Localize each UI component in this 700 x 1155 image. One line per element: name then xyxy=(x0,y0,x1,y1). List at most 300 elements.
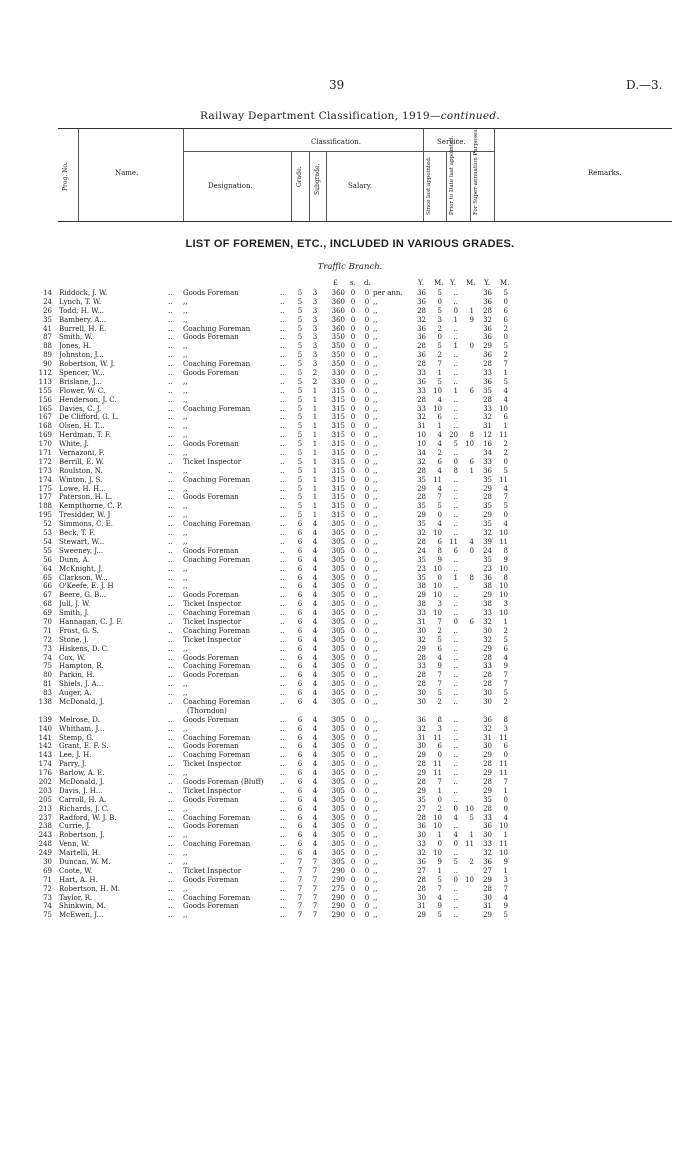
cell-designation: Coaching Foreman xyxy=(183,404,251,413)
cell-since-months: 10 xyxy=(433,564,442,573)
cell-super-months: 10 xyxy=(499,529,508,538)
cell-designation: Coaching Foreman xyxy=(183,893,251,902)
cell-since-years: 29 xyxy=(417,769,426,778)
cell-subgrade: 4 xyxy=(312,813,318,822)
cell-pence: 0 xyxy=(364,662,370,671)
cell-since-months: 0 xyxy=(437,795,442,804)
leader-dots: .. xyxy=(168,769,173,778)
cell-since-years: 28 xyxy=(417,306,426,315)
cell-super-years: 36 xyxy=(483,466,492,475)
cell-prog-no: 113 xyxy=(38,377,52,386)
cell-designation: ,, xyxy=(183,911,188,920)
cell-grade: 6 xyxy=(297,804,303,813)
cell-period: ,, xyxy=(373,333,378,342)
table-row xyxy=(0,396,700,405)
cell-designation: Goods Foreman xyxy=(183,333,239,342)
cell-prior-years: .. xyxy=(453,911,458,920)
cell-prog-no: 138 xyxy=(38,697,52,706)
cell-period: ,, xyxy=(373,404,378,413)
cell-salary: 305 xyxy=(331,537,345,546)
cell-since-years: 35 xyxy=(417,795,426,804)
cell-since-years: 31 xyxy=(417,422,426,431)
leader-dots: .. xyxy=(280,644,285,653)
cell-super-years: 32 xyxy=(483,413,492,422)
cell-grade: 6 xyxy=(297,831,303,840)
cell-since-months: 2 xyxy=(437,449,442,458)
cell-period: ,, xyxy=(373,369,378,378)
leader-dots: .. xyxy=(168,306,173,315)
cell-salary: 305 xyxy=(331,822,345,831)
leader-dots: .. xyxy=(168,804,173,813)
cell-prog-no: 35 xyxy=(43,315,52,324)
cell-since-years: 28 xyxy=(417,875,426,884)
cell-shillings: 0 xyxy=(350,724,356,733)
cell-period: ,, xyxy=(373,449,378,458)
cell-shillings: 0 xyxy=(350,351,356,360)
cell-prior-months: 10 xyxy=(465,440,474,449)
leader-dots: .. xyxy=(280,591,285,600)
cell-pence: 0 xyxy=(364,849,370,858)
cell-grade: 6 xyxy=(297,813,303,822)
cell-shillings: 0 xyxy=(350,555,356,564)
leader-dots: .. xyxy=(280,306,285,315)
cell-shillings: 0 xyxy=(350,600,356,609)
cell-prior-months: 0 xyxy=(469,546,474,555)
cell-prog-no: 168 xyxy=(38,422,52,431)
table-row xyxy=(0,600,700,609)
cell-name: Currie, J. xyxy=(59,822,91,831)
cell-designation: Goods Foreman xyxy=(183,742,239,751)
table-row xyxy=(0,725,700,734)
cell-prior-months: 6 xyxy=(469,457,474,466)
cell-pence: 0 xyxy=(364,395,370,404)
unit-pound: £ xyxy=(333,279,338,287)
cell-super-years: 38 xyxy=(483,582,492,591)
cell-super-months: 7 xyxy=(503,778,508,786)
cell-name: Jull, J. W. xyxy=(59,600,91,609)
cell-pence: 0 xyxy=(364,333,370,342)
cell-prior-years: .. xyxy=(453,671,458,680)
table-row xyxy=(0,689,700,698)
cell-since-months: 9 xyxy=(437,858,442,867)
cell-prior-years: .. xyxy=(453,626,458,635)
cell-prior-years: 0 xyxy=(453,617,458,626)
cell-prior-months: 10 xyxy=(465,875,474,884)
cell-pence: 0 xyxy=(364,671,370,680)
cell-salary: 305 xyxy=(331,786,345,795)
cell-period: ,, xyxy=(373,555,378,564)
cell-since-months: 2 xyxy=(437,626,442,635)
cell-salary: 305 xyxy=(331,778,345,786)
cell-period: ,, xyxy=(373,724,378,733)
cell-pence: 0 xyxy=(364,511,370,520)
cell-salary: 315 xyxy=(331,449,345,458)
cell-since-years: 32 xyxy=(417,315,426,324)
cell-subgrade: 1 xyxy=(312,502,318,511)
cell-prog-no: 156 xyxy=(38,395,52,404)
cell-prog-no: 83 xyxy=(43,689,52,698)
cell-designation: Coaching Foreman xyxy=(183,324,251,333)
cell-salary: 315 xyxy=(331,457,345,466)
cell-since-years: 35 xyxy=(417,475,426,484)
cell-designation: Ticket Inspector xyxy=(183,600,242,609)
cell-salary: 305 xyxy=(331,680,345,689)
cell-period: ,, xyxy=(373,866,378,875)
cell-super-months: 5 xyxy=(503,342,508,351)
cell-since-years: 28 xyxy=(417,466,426,475)
cell-since-years: 36 xyxy=(417,351,426,360)
cell-name: Todd, H. W... xyxy=(59,306,104,315)
cell-name: Sweeney, J... xyxy=(59,546,104,555)
cell-prior-years: .. xyxy=(453,697,458,706)
cell-period: ,, xyxy=(373,431,378,440)
table-row xyxy=(0,422,700,431)
cell-designation: Goods Foreman xyxy=(183,591,239,600)
cell-name: Jones, H. xyxy=(59,342,92,351)
cell-subgrade: 4 xyxy=(312,609,318,618)
cell-pence: 0 xyxy=(364,760,370,769)
cell-since-months: 5 xyxy=(437,377,442,386)
cell-super-years: 35 xyxy=(483,386,492,395)
leader-dots: .. xyxy=(168,795,173,804)
cell-period: ,, xyxy=(373,786,378,795)
table-row xyxy=(0,885,700,894)
cell-since-months: 5 xyxy=(437,502,442,511)
cell-pence: 0 xyxy=(364,289,370,297)
leader-dots: .. xyxy=(280,804,285,813)
cell-prog-no: 81 xyxy=(43,680,52,689)
cell-period: ,, xyxy=(373,902,378,911)
cell-since-years: 33 xyxy=(417,386,426,395)
cell-pence: 0 xyxy=(364,449,370,458)
cell-grade: 6 xyxy=(297,555,303,564)
cell-prog-no: 73 xyxy=(43,893,52,902)
cell-pence: 0 xyxy=(364,831,370,840)
cell-prog-no: 80 xyxy=(43,671,52,680)
cell-name: Flower, W. C. xyxy=(59,386,106,395)
cell-since-years: 28 xyxy=(417,671,426,680)
leader-dots: .. xyxy=(280,457,285,466)
cell-shillings: 0 xyxy=(350,422,356,431)
cell-super-months: 0 xyxy=(503,511,508,520)
table-row xyxy=(0,298,700,307)
cell-name: Clarkson, W... xyxy=(59,573,108,582)
cell-super-years: 27 xyxy=(483,866,492,875)
table-row xyxy=(0,485,700,494)
cell-since-years: 36 xyxy=(417,324,426,333)
cell-grade: 5 xyxy=(297,386,303,395)
cell-shillings: 0 xyxy=(350,689,356,698)
cell-pence: 0 xyxy=(364,297,370,306)
cell-since-months: 2 xyxy=(437,324,442,333)
unit-months-1: M. xyxy=(434,279,444,287)
cell-shillings: 0 xyxy=(350,297,356,306)
cell-since-years: 32 xyxy=(417,529,426,538)
leader-dots: .. xyxy=(280,413,285,422)
cell-super-months: 0 xyxy=(503,333,508,342)
cell-period: ,, xyxy=(373,680,378,689)
cell-period: ,, xyxy=(373,626,378,635)
cell-period: ,, xyxy=(373,315,378,324)
cell-super-months: 5 xyxy=(503,289,508,297)
cell-since-months: 0 xyxy=(437,840,442,849)
table-row xyxy=(0,342,700,351)
leader-dots: .. xyxy=(168,831,173,840)
cell-since-years: 27 xyxy=(417,866,426,875)
cell-subgrade: 4 xyxy=(312,769,318,778)
table-row xyxy=(0,565,700,574)
cell-salary: 305 xyxy=(331,626,345,635)
cell-grade: 5 xyxy=(297,511,303,520)
cell-salary: 350 xyxy=(331,342,345,351)
cell-period: ,, xyxy=(373,413,378,422)
leader-dots: .. xyxy=(280,351,285,360)
cell-designation: Goods Foreman xyxy=(183,671,239,680)
cell-pence: 0 xyxy=(364,804,370,813)
cell-super-months: 11 xyxy=(499,840,508,849)
cell-super-years: 28 xyxy=(483,306,492,315)
cell-prog-no: 143 xyxy=(38,751,52,760)
cell-shillings: 0 xyxy=(350,306,356,315)
cell-super-months: 1 xyxy=(503,617,508,626)
cell-super-years: 28 xyxy=(483,778,492,786)
cell-pence: 0 xyxy=(364,813,370,822)
cell-prog-no: 188 xyxy=(38,502,52,511)
cell-name: Lynch, T. W. xyxy=(59,297,102,306)
cell-prog-no: 205 xyxy=(38,795,52,804)
cell-period: ,, xyxy=(373,697,378,706)
cell-name: O'Keefe, E. J. H xyxy=(59,582,114,591)
cell-salary: 305 xyxy=(331,760,345,769)
cell-prior-years: .. xyxy=(453,689,458,698)
leader-dots: .. xyxy=(280,422,285,431)
cell-shillings: 0 xyxy=(350,413,356,422)
cell-super-years: 33 xyxy=(483,369,492,378)
cell-prog-no: 175 xyxy=(38,484,52,493)
cell-prog-no: 71 xyxy=(43,626,52,635)
cell-since-years: 28 xyxy=(417,342,426,351)
cell-super-months: 11 xyxy=(499,475,508,484)
cell-name: Lee, J. H. xyxy=(59,751,92,760)
cell-prior-years: .. xyxy=(453,475,458,484)
unit-months-3: M. xyxy=(500,279,510,287)
cell-name: Riddock, J. W. xyxy=(59,289,108,297)
table-row xyxy=(0,778,700,787)
cell-subgrade: 4 xyxy=(312,715,318,724)
cell-shillings: 0 xyxy=(350,404,356,413)
cell-super-months: 4 xyxy=(503,520,508,529)
cell-since-years: 28 xyxy=(417,884,426,893)
cell-period: ,, xyxy=(373,769,378,778)
cell-since-months: 9 xyxy=(437,555,442,564)
cell-salary: 315 xyxy=(331,484,345,493)
leader-dots: .. xyxy=(280,609,285,618)
cell-since-months: 1 xyxy=(437,422,442,431)
cell-since-months: 1 xyxy=(437,369,442,378)
leader-dots: .. xyxy=(168,520,173,529)
cell-salary: 305 xyxy=(331,591,345,600)
cell-shillings: 0 xyxy=(350,564,356,573)
cell-since-years: 29 xyxy=(417,591,426,600)
cell-subgrade: 4 xyxy=(312,778,318,786)
cell-pence: 0 xyxy=(364,680,370,689)
cell-super-months: 9 xyxy=(503,555,508,564)
cell-grade: 6 xyxy=(297,520,303,529)
cell-name: Beck, T. F. xyxy=(59,529,95,538)
cell-name: Richards, J. C. xyxy=(59,804,110,813)
cell-period: ,, xyxy=(373,386,378,395)
leader-dots: .. xyxy=(280,520,285,529)
cell-since-years: 30 xyxy=(417,893,426,902)
cell-designation: Goods Foreman xyxy=(183,875,239,884)
cell-grade: 6 xyxy=(297,849,303,858)
cell-pence: 0 xyxy=(364,653,370,662)
cell-name: Carroll, H. A. xyxy=(59,795,107,804)
cell-subgrade: 1 xyxy=(312,493,318,502)
cell-salary: 315 xyxy=(331,413,345,422)
cell-subgrade: 3 xyxy=(312,324,318,333)
cell-super-months: 7 xyxy=(503,360,508,369)
cell-prog-no: 177 xyxy=(38,493,52,502)
table-row xyxy=(0,591,700,600)
cell-since-months: 2 xyxy=(437,804,442,813)
leader-dots: .. xyxy=(168,858,173,867)
leader-dots: .. xyxy=(280,697,285,706)
cell-prog-no: 73 xyxy=(43,644,52,653)
cell-pence: 0 xyxy=(364,724,370,733)
cell-since-months: 10 xyxy=(433,822,442,831)
cell-designation: Coaching Foreman xyxy=(183,697,251,706)
unit-months-2: M. xyxy=(466,279,476,287)
cell-name: Brislane, J... xyxy=(59,377,102,386)
cell-designation: ,, xyxy=(183,511,188,520)
leader-dots: .. xyxy=(168,440,173,449)
cell-super-months: 6 xyxy=(503,315,508,324)
cell-super-months: 10 xyxy=(499,404,508,413)
cell-grade: 5 xyxy=(297,369,303,378)
cell-super-years: 32 xyxy=(483,849,492,858)
leader-dots: .. xyxy=(280,733,285,742)
cell-salary: 360 xyxy=(331,297,345,306)
table-row xyxy=(0,413,700,422)
cell-prog-no: 142 xyxy=(38,742,52,751)
cell-pence: 0 xyxy=(364,564,370,573)
cell-name: White, J. xyxy=(59,440,89,449)
cell-prog-no: 52 xyxy=(43,520,52,529)
cell-designation: Goods Foreman xyxy=(183,715,239,724)
cell-super-months: 1 xyxy=(503,369,508,378)
header-designation: Designation. xyxy=(208,182,253,190)
cell-name: Lowe, H. H... xyxy=(59,484,106,493)
cell-period: ,, xyxy=(373,351,378,360)
cell-name: Hart, A. H. xyxy=(59,875,98,884)
leader-dots: .. xyxy=(280,449,285,458)
cell-prog-no: 174 xyxy=(38,475,52,484)
cell-super-years: 29 xyxy=(483,786,492,795)
table-row xyxy=(0,476,700,485)
cell-pence: 0 xyxy=(364,617,370,626)
table-row xyxy=(0,787,700,796)
cell-since-years: 24 xyxy=(417,546,426,555)
cell-since-months: 3 xyxy=(437,724,442,733)
cell-subgrade: 4 xyxy=(312,591,318,600)
cell-super-months: 7 xyxy=(503,680,508,689)
cell-pence: 0 xyxy=(364,475,370,484)
cell-super-years: 30 xyxy=(483,742,492,751)
cell-prog-no: 141 xyxy=(38,733,52,742)
cell-super-months: 6 xyxy=(503,644,508,653)
cell-period: ,, xyxy=(373,840,378,849)
cell-prog-no: 88 xyxy=(43,342,52,351)
cell-period: ,, xyxy=(373,457,378,466)
cell-prog-no: 167 xyxy=(38,413,52,422)
cell-salary: 360 xyxy=(331,324,345,333)
cell-grade: 7 xyxy=(297,875,303,884)
cell-subgrade: 3 xyxy=(312,306,318,315)
cell-designation: Ticket Inspector xyxy=(183,866,242,875)
cell-prior-years: .. xyxy=(453,724,458,733)
table-row xyxy=(0,654,700,663)
leader-dots: .. xyxy=(280,626,285,635)
cell-subgrade: 7 xyxy=(312,911,318,920)
cell-super-years: 33 xyxy=(483,840,492,849)
header-name: Name. xyxy=(115,169,139,177)
cell-name: McDonald, J. xyxy=(59,697,105,706)
cell-pence: 0 xyxy=(364,369,370,378)
cell-subgrade: 7 xyxy=(312,875,318,884)
table-row xyxy=(0,609,700,618)
table-row xyxy=(0,627,700,636)
cell-prog-no: 248 xyxy=(38,840,52,849)
cell-salary: 315 xyxy=(331,431,345,440)
cell-period: ,, xyxy=(373,858,378,867)
cell-subgrade: 2 xyxy=(312,377,318,386)
table-row xyxy=(0,760,700,769)
cell-prior-years: 1 xyxy=(453,386,458,395)
cell-salary: 315 xyxy=(331,395,345,404)
cell-shillings: 0 xyxy=(350,520,356,529)
cell-prog-no: 155 xyxy=(38,386,52,395)
cell-name: Spencer, W... xyxy=(59,369,105,378)
cell-grade: 5 xyxy=(297,413,303,422)
cell-salary: 305 xyxy=(331,858,345,867)
table-row xyxy=(0,902,700,911)
cell-shillings: 0 xyxy=(350,466,356,475)
cell-shillings: 0 xyxy=(350,653,356,662)
cell-super-months: 4 xyxy=(503,893,508,902)
cell-name: Melrose, D. xyxy=(59,715,100,724)
cell-since-months: 10 xyxy=(433,582,442,591)
cell-salary: 305 xyxy=(331,573,345,582)
table-row xyxy=(0,636,700,645)
cell-prior-years: .. xyxy=(453,653,458,662)
leader-dots: .. xyxy=(168,724,173,733)
cell-period: ,, xyxy=(373,395,378,404)
cell-salary: 290 xyxy=(331,875,345,884)
leader-dots: .. xyxy=(168,840,173,849)
cell-pence: 0 xyxy=(364,484,370,493)
cell-pence: 0 xyxy=(364,591,370,600)
cell-since-months: 4 xyxy=(437,466,442,475)
cell-grade: 6 xyxy=(297,626,303,635)
cell-subgrade: 4 xyxy=(312,644,318,653)
unit-years-3: Y. xyxy=(484,279,490,287)
cell-pence: 0 xyxy=(364,689,370,698)
table-row xyxy=(0,618,700,627)
cell-salary: 305 xyxy=(331,831,345,840)
leader-dots: .. xyxy=(168,591,173,600)
cell-shillings: 0 xyxy=(350,733,356,742)
